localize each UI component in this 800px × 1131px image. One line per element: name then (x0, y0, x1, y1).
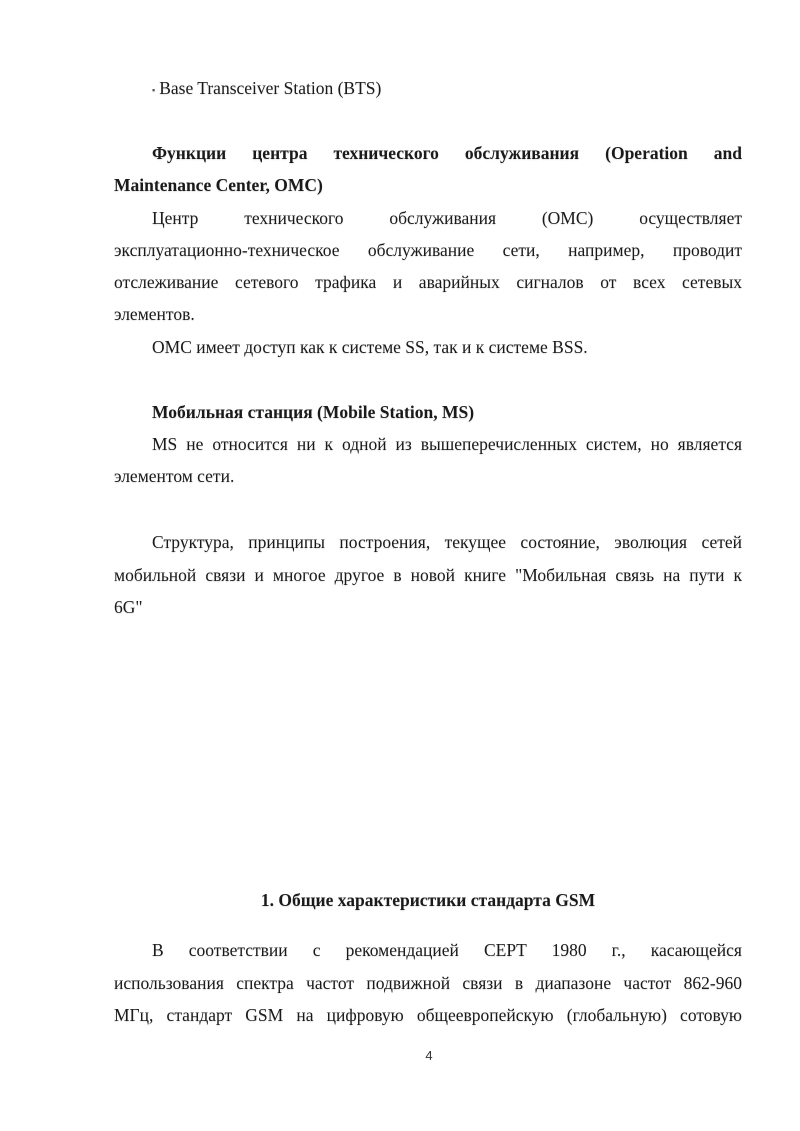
bullet-marker: ▪ (152, 84, 156, 95)
omc-paragraph-line: элементов. (114, 304, 195, 324)
omc-paragraph-line: Центр технического обслуживания (OMC) осуществляет (152, 208, 742, 228)
ms-paragraph-line: элементом сети. (114, 466, 235, 486)
section-paragraph-line: МГц, стандарт GSM на цифровую общеевропейскую (глобальную) сотовую (114, 1005, 742, 1025)
ms-heading: Мобильная станция (Mobile Station, MS) (152, 402, 475, 422)
section-paragraph-line: использования спектра частот подвижной связи в диапазоне частот 862-960 (114, 973, 742, 993)
omc-heading-line-2: Maintenance Center, OMC) (114, 175, 323, 195)
bullet-item (152, 72, 742, 106)
page-number: 4 (425, 1048, 433, 1063)
promo-paragraph-line: Структура, принципы построения, текущее состояние, эволюция сетей (152, 532, 742, 552)
section-heading: 1. Общие характеристики стандарта GSM (260, 890, 596, 910)
omc-heading-line-1: Функции центра технического обслуживания (Operation and (152, 143, 742, 163)
section-paragraph-line: В соответствии с рекомендацией CEPT 1980 г., касающейся (152, 940, 742, 960)
promo-paragraph-line: 6G" (114, 597, 143, 617)
omc-access-paragraph: OMC имеет доступ как к системе SS, так и к системе BSS. (152, 337, 588, 357)
bullet-text: Base Transceiver Station (BTS) (159, 78, 382, 98)
omc-paragraph-line: отслеживание сетевого трафика и аварийных сигналов от всех сетевых (114, 272, 742, 292)
promo-paragraph-line: мобильной связи и многое другое в новой книге "Мобильная связь на пути к (114, 565, 742, 585)
omc-paragraph-line: эксплуатационно-техническое обслуживание сети, например, проводит (114, 240, 742, 260)
ms-paragraph-line: MS не относится ни к одной из вышеперечисленных систем, но является (152, 434, 742, 454)
